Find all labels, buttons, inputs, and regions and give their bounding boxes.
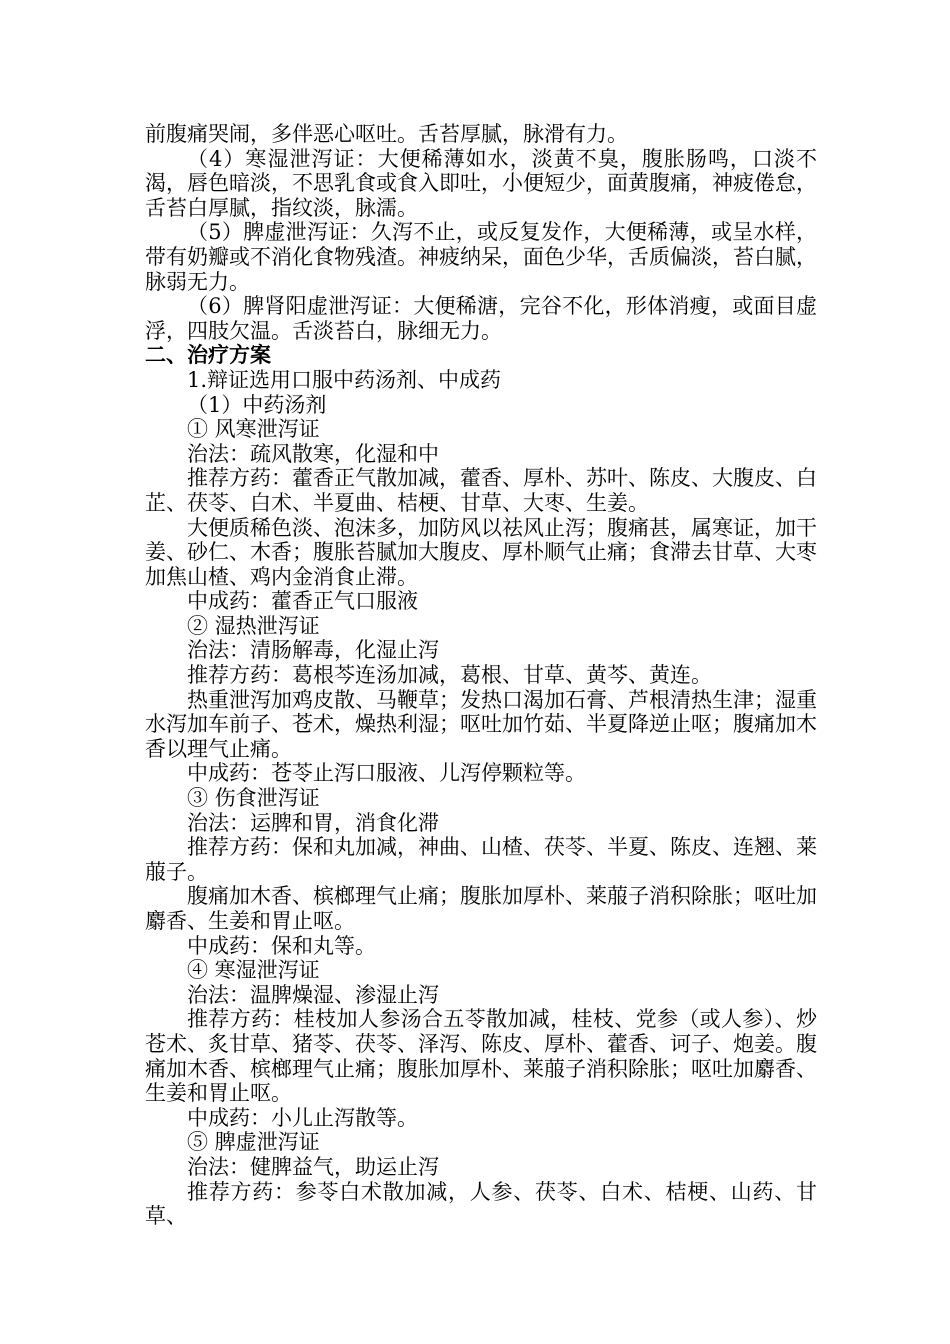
patent-medicine: 中成药：保和丸等。	[187, 933, 376, 958]
recommended-prescription: 推荐方药：桂枝加人参汤合五苓散加减，桂枝、党参（或人参）、炒苍术、炙甘草、猪苓、茯苓、泽泻、陈皮、厚朴、藿香、诃子、炮姜。腹痛加木香、槟榔理气止痛；腹胀加厚朴、莱菔子消积除胀；呕吐加麝香、生姜和胃止呕。	[145, 1007, 817, 1106]
section-heading-treatment: 二、治疗方案	[145, 342, 271, 368]
recommended-prescription: 推荐方药：葛根芩连汤加减，葛根、甘草、黄芩、黄连。	[187, 663, 712, 688]
syndrome-title-damp-heat: ② 湿热泄泻证	[187, 613, 320, 638]
paragraph-spleen-kidney-yang-syndrome: （6）脾肾阳虚泄泻证：大便稀溏，完谷不化，形体消瘦，或面目虚浮，四肢欠温。舌淡苔白，脉细无力。	[145, 294, 817, 343]
paragraph-continuation: 前腹痛哭闹，多伴恶心呕吐。舌苔厚腻，脉滑有力。	[145, 122, 628, 146]
prescription-modification: 大便质稀色淡、泡沫多，加防风以祛风止泻；腹痛甚，属寒证，加干姜、砂仁、木香；腹胀苔腻加大腹皮、厚朴顺气止痛；食滞去甘草、大枣加焦山楂、鸡内金消食止滞。	[145, 515, 817, 589]
patent-medicine: 中成药：藿香正气口服液	[187, 589, 418, 614]
treatment-method: 治法：温脾燥湿、渗湿止泻	[187, 982, 439, 1007]
recommended-prescription: 推荐方药：参苓白术散加减，人参、茯苓、白术、桔梗、山药、甘草、	[145, 1179, 817, 1229]
subsection-oral-medicine: 1.辩证选用口服中药汤剂、中成药	[187, 367, 502, 392]
subsection-decoction: （1）中药汤剂	[187, 392, 327, 417]
syndrome-title-spleen-deficiency: ⑤ 脾虚泄泻证	[187, 1130, 320, 1155]
prescription-modification: 热重泄泻加鸡皮散、马鞭草；发热口渴加石膏、芦根清热生津；湿重水泻加车前子、苍术，燥热利湿；呕吐加竹茹、半夏降逆止呕；腹痛加木香以理气止痛。	[145, 687, 817, 761]
patent-medicine: 中成药：苍苓止泻口服液、儿泻停颗粒等。	[187, 761, 586, 786]
syndrome-title-wind-cold: ① 风寒泄泻证	[187, 417, 320, 442]
document-page	[145, 122, 817, 1229]
treatment-method: 治法：运脾和胃，消食化滞	[187, 810, 439, 835]
syndrome-title-cold-damp: ④ 寒湿泄泻证	[187, 958, 320, 983]
patent-medicine: 中成药：小儿止泻散等。	[187, 1105, 418, 1130]
paragraph-cold-damp-syndrome: （4）寒湿泄泻证：大便稀薄如水，淡黄不臭，腹胀肠鸣，口淡不渴，唇色暗淡，不思乳食或食入即吐，小便短少，面黄腹痛，神疲倦怠，舌苔白厚腻，指纹淡，脉濡。	[145, 146, 817, 220]
treatment-method: 治法：清肠解毒，化湿止泻	[187, 638, 439, 663]
treatment-method: 治法：健脾益气，助运止泻	[187, 1154, 439, 1179]
recommended-prescription: 推荐方药：保和丸加减，神曲、山楂、茯苓、半夏、陈皮、连翘、莱菔子。	[145, 835, 817, 884]
recommended-prescription: 推荐方药：藿香正气散加减，藿香、厚朴、苏叶、陈皮、大腹皮、白芷、茯苓、白术、半夏曲、桔梗、甘草、大枣、生姜。	[145, 466, 817, 515]
treatment-method: 治法：疏风散寒，化湿和中	[187, 441, 439, 466]
syndrome-title-food-injury: ③ 伤食泄泻证	[187, 786, 320, 811]
prescription-modification: 腹痛加木香、槟榔理气止痛；腹胀加厚朴、莱菔子消积除胀；呕吐加麝香、生姜和胃止呕。	[145, 884, 817, 933]
paragraph-spleen-deficiency-syndrome: （5）脾虚泄泻证：久泻不止，或反复发作，大便稀薄，或呈水样，带有奶瓣或不消化食物残渣。神疲纳呆，面色少华，舌质偏淡，苔白腻，脉弱无力。	[145, 220, 817, 294]
